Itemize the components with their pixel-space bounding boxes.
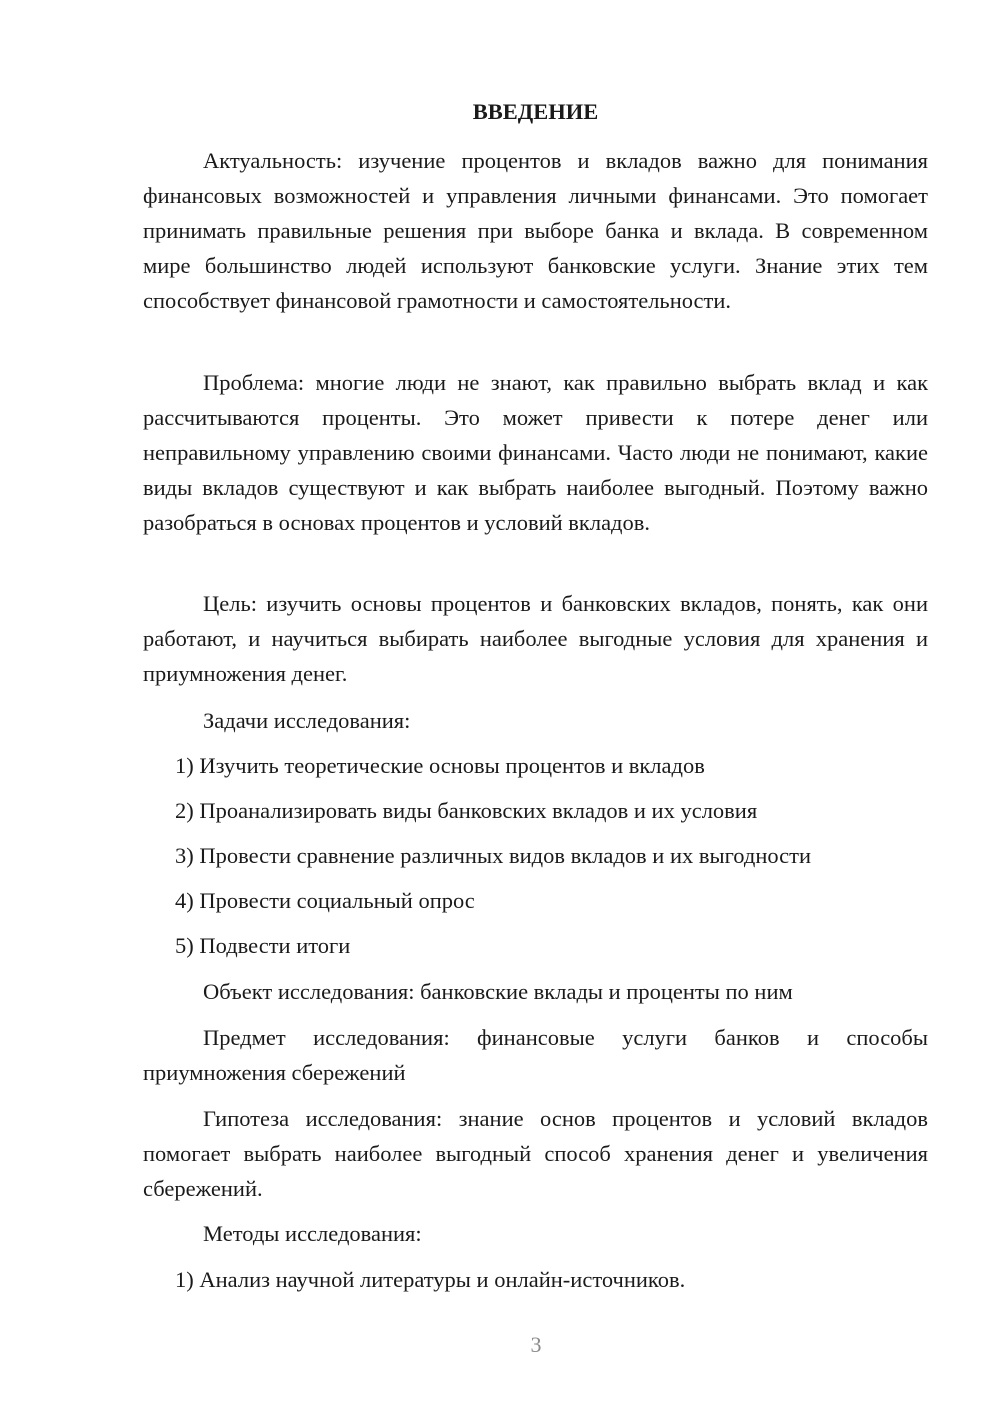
tasks-list bbox=[143, 748, 928, 963]
tasks-heading: Задачи исследования: bbox=[203, 708, 411, 733]
page-title: ВВЕДЕНИЕ bbox=[472, 99, 599, 124]
relevance-paragraph: Актуальность: изучение процентов и вкладов важно для понимания финансовых возможностей и управления личными финансами. Это помогает принимать правильные решения при выборе банка и вклада. В современном мире большинство людей используют банковские услуги. Знание этих тем способствует финансовой грамотности и самостоятельности. bbox=[143, 148, 928, 313]
list-item: 1) Анализ научной литературы и онлайн-источников. bbox=[175, 1267, 686, 1292]
hypothesis-section bbox=[143, 1101, 928, 1206]
tasks-section-heading bbox=[143, 703, 928, 738]
goal-section bbox=[143, 586, 928, 691]
subject-section bbox=[143, 1020, 928, 1090]
problem-section bbox=[143, 365, 928, 540]
list-item: 5) Подвести итоги bbox=[175, 933, 351, 958]
subject-paragraph: Предмет исследования: финансовые услуги банков и способы приумножения сбережений bbox=[143, 1025, 928, 1085]
methods-section-heading bbox=[143, 1216, 928, 1251]
list-item: 3) Провести сравнение различных видов вкладов и их выгодности bbox=[175, 843, 812, 868]
relevance-section bbox=[143, 143, 928, 318]
problem-paragraph: Проблема: многие люди не знают, как правильно выбрать вклад и как рассчитываются проценты. Это может привести к потере денег или неправильному управлению своими финансами. Часто люди не понимают, какие виды вкладов существуют и как выбрать наиболее выгодный. Поэтому важно разобраться в основах процентов и условий вкладов. bbox=[143, 370, 928, 535]
goal-paragraph: Цель: изучить основы процентов и банковских вкладов, понять, как они работают, и научиться выбирать наиболее выгодные условия для хранения и приумножения денег. bbox=[143, 591, 928, 686]
object-section bbox=[143, 974, 928, 1009]
list-item: 4) Провести социальный опрос bbox=[175, 888, 475, 913]
methods-heading: Методы исследования: bbox=[203, 1221, 422, 1246]
hypothesis-paragraph: Гипотеза исследования: знание основ процентов и условий вкладов помогает выбрать наиболее выгодный способ хранения денег и увеличения сбережений. bbox=[143, 1106, 928, 1201]
object-paragraph: Объект исследования: банковские вклады и проценты по ним bbox=[203, 979, 793, 1004]
page-number: 3 bbox=[530, 1332, 542, 1357]
list-item: 2) Проанализировать виды банковских вкладов и их условия bbox=[175, 798, 758, 823]
methods-list bbox=[143, 1262, 928, 1297]
list-item: 1) Изучить теоретические основы процентов и вкладов bbox=[175, 753, 705, 778]
